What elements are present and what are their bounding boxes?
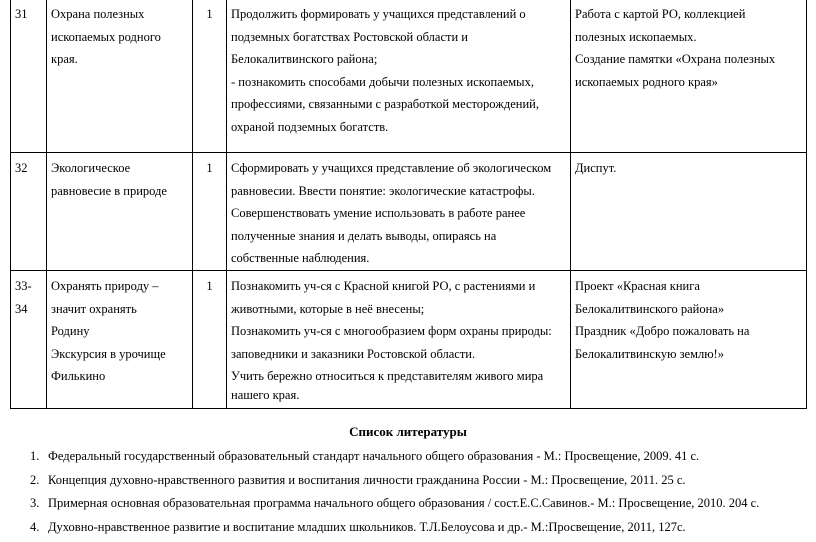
cell-line: Праздник «Добро пожаловать на — [575, 320, 802, 343]
lesson-topic-cell — [47, 270, 193, 408]
cell-line: края. — [51, 48, 188, 71]
cell-line: Продолжить формировать у учащихся представлений о — [231, 3, 566, 26]
list-item — [0, 495, 816, 519]
reference-text: Концепция духовно-нравственного развития и воспитания личности гражданина России - М.: Просвещение, 2011. 25 с. — [48, 472, 686, 488]
cell-line: равновесие в природе — [51, 180, 188, 203]
lesson-forms-cell — [571, 153, 807, 271]
cell-line: собственные наблюдения. — [231, 247, 566, 270]
cell-line: нашего края. — [231, 388, 566, 402]
cell-line: - познакомить способами добычи полезных ископаемых, — [231, 71, 566, 94]
lesson-number-cell — [11, 153, 47, 271]
reference-text: Федеральный государственный образовательный стандарт начального общего образования - М.: Просвещение, 2009. 41 с. — [48, 448, 699, 464]
cell-line: значит охранять — [51, 298, 188, 321]
lesson-hours-cell — [193, 0, 227, 153]
cell-line: 32 — [15, 157, 42, 180]
reference-text: Духовно-нравственное развитие и воспитание младших школьников. Т.Л.Белоусова и др.- М.:Просвещение, 2011, 127с. — [48, 519, 686, 535]
list-item — [0, 448, 816, 472]
cell-line: Познакомить уч-ся с Красной книгой РО, с растениями и — [231, 275, 566, 298]
cell-line: охраной подземных богатств. — [231, 116, 566, 139]
cell-line: Родину — [51, 320, 188, 343]
lesson-goals-cell — [227, 270, 571, 408]
cell-line: 33- — [15, 275, 42, 298]
cell-line: животными, которые в неё внесены; — [231, 298, 566, 321]
cell-line: ископаемых родного края» — [575, 71, 802, 94]
cell-line: полезных ископаемых. — [575, 26, 802, 49]
lesson-forms-cell — [571, 0, 807, 153]
cell-line: Совершенствовать умение использовать в работе ранее — [231, 202, 566, 225]
cell-line: Сформировать у учащихся представление об экологическом — [231, 157, 566, 180]
cell-line: Учить бережно относиться к представителям живого мира — [231, 365, 566, 388]
references-title: Список литературы — [0, 424, 816, 440]
reference-number: 2. — [30, 472, 39, 488]
cell-line: 31 — [15, 3, 42, 26]
cell-line: 1 — [197, 275, 222, 298]
table-row — [11, 270, 807, 408]
cell-line: Филькино — [51, 365, 188, 388]
reference-number: 1. — [30, 448, 39, 464]
list-item — [0, 519, 816, 542]
cell-line: Охранять природу – — [51, 275, 188, 298]
cell-line: Экскурсия в урочище — [51, 343, 188, 366]
reference-number: 3. — [30, 495, 39, 511]
cell-line: 1 — [197, 3, 222, 26]
cell-line: равновесии. Ввести понятие: экологические катастрофы. — [231, 180, 566, 203]
cell-line: Диспут. — [575, 157, 802, 180]
reference-number: 4. — [30, 519, 39, 535]
table-row — [11, 153, 807, 271]
cell-line: заповедники и заказники Ростовской области. — [231, 343, 566, 366]
references-list — [0, 448, 816, 542]
cell-line: Охрана полезных — [51, 3, 188, 26]
cell-line: Создание памятки «Охрана полезных — [575, 48, 802, 71]
cell-line: подземных богатствах Ростовской области и — [231, 26, 566, 49]
cell-line: Познакомить уч-ся с многообразием форм охраны природы: — [231, 320, 566, 343]
cell-line: Проект «Красная книга — [575, 275, 802, 298]
lesson-goals-cell — [227, 153, 571, 271]
table-row — [11, 0, 807, 153]
cell-line: Белокалитвинского района» — [575, 298, 802, 321]
cell-line: 1 — [197, 157, 222, 180]
cell-line: ископаемых родного — [51, 26, 188, 49]
reference-text: Примерная основная образовательная программа начального общего образования / сост.Е.С.Савинов.- М.: Просвещение, 2010. 204 с. — [48, 495, 759, 511]
lesson-goals-cell — [227, 0, 571, 153]
lesson-hours-cell — [193, 270, 227, 408]
cell-line: 34 — [15, 298, 42, 321]
cell-line: Работа с картой РО, коллекцией — [575, 3, 802, 26]
cell-line: Белокалитвинскую землю!» — [575, 343, 802, 366]
lesson-plan-table — [10, 0, 807, 409]
lesson-topic-cell — [47, 0, 193, 153]
cell-line: полученные знания и делать выводы, опираясь на — [231, 225, 566, 248]
lesson-number-cell — [11, 270, 47, 408]
lesson-topic-cell — [47, 153, 193, 271]
cell-line: Белокалитвинского района; — [231, 48, 566, 71]
cell-line: Экологическое — [51, 157, 188, 180]
lesson-forms-cell — [571, 270, 807, 408]
list-item — [0, 472, 816, 496]
lesson-number-cell — [11, 0, 47, 153]
lesson-hours-cell — [193, 153, 227, 271]
cell-line: профессиями, связанными с разработкой месторождений, — [231, 93, 566, 116]
